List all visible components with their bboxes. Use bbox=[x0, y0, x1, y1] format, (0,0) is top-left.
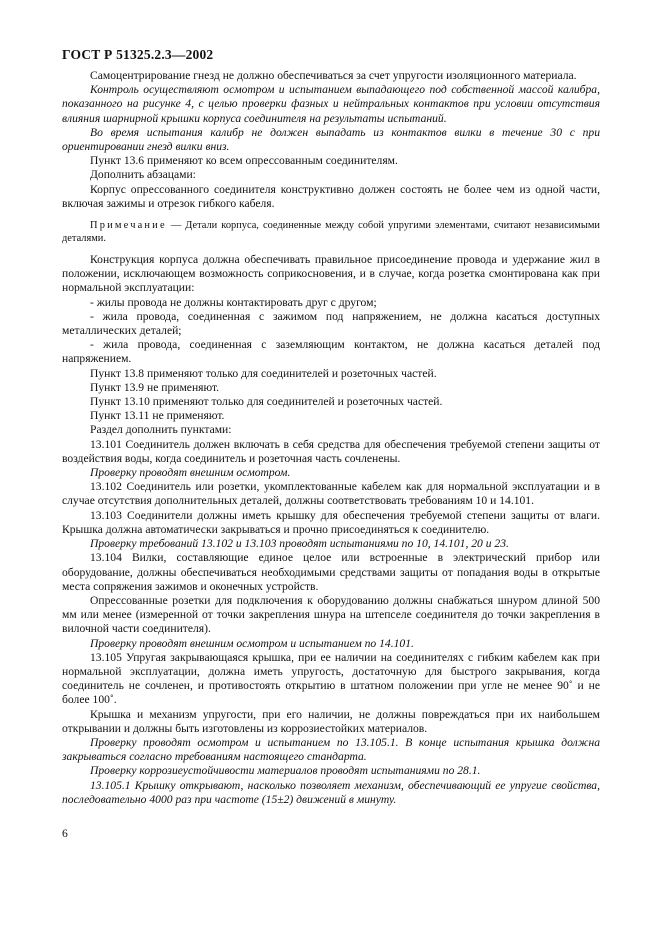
clause-13-102: 13.102 Соединитель или розетки, укомплектованные кабелем как для нормальной эксплуатации и в случае отсутствия дополнительных деталей, должны соответствовать требованиям 10 и 14.101. bbox=[62, 480, 600, 508]
paragraph-italic: Проверку проводят осмотром и испытанием по 13.105.1. В конце испытания крышка должна закрываться согласно требованиям настоящего стандарта. bbox=[62, 735, 600, 764]
paragraph: Опрессованные розетки для подключения к оборудованию должны снабжаться шнуром длиной 500 мм или менее (измеренной от точки закрепления шнура на штепселе соединителя до точки закрепления в вилочной части соединителя). bbox=[62, 593, 600, 636]
document-body bbox=[62, 69, 600, 807]
list-item: - жилы провода не должны контактировать друг с другом; bbox=[90, 295, 377, 309]
paragraph: Раздел дополнить пунктами: bbox=[90, 423, 232, 437]
paragraph-italic: Проверку требований 13.102 и 13.103 проводят испытаниями по 10, 14.101, 20 и 23. bbox=[90, 537, 509, 551]
clause-13-104: 13.104 Вилки, составляющие единое целое или встроенные в электрический прибор или оборудование, должны обеспечиваться необходимыми средствами защиты от попадания воды в открытые места сопряжения зажимов и оконечных устройств. bbox=[62, 551, 600, 593]
paragraph: Пункт 13.10 применяют только для соединителей и розеточных частей. bbox=[90, 395, 443, 409]
list-item: - жила провода, соединенная с зажимом под напряжением, не должна касаться доступных металлических деталей; bbox=[62, 309, 600, 338]
paragraph: Дополнить абзацами: bbox=[90, 168, 196, 182]
paragraph: Крышка и механизм упругости, при его наличии, не должны повреждаться при их наибольшем открывании и должны быть изготовлены из коррозиестойких материалов. bbox=[62, 707, 600, 735]
paragraph-italic: Проверку проводят внешним осмотром и испытанием по 14.101. bbox=[90, 636, 414, 650]
paragraph-italic: Во время испытания калибр не должен выпадать из контактов вилки в течение 30 с при ориентировании гнезд вилки вниз. bbox=[62, 125, 600, 154]
paragraph: Пункт 13.11 не применяют. bbox=[90, 409, 225, 423]
document-header: ГОСТ Р 51325.2.3—2002 bbox=[62, 47, 214, 62]
paragraph: Самоцентрирование гнезд не должно обеспечиваться за счет упругости изоляционного материала. bbox=[90, 69, 577, 82]
paragraph: Конструкция корпуса должна обеспечивать правильное присоединение провода и удержание жил в положении, исключающем возможность соприкосновения, и в случае, когда розетка смонтирована как при нормальной эксплуатации: bbox=[62, 253, 600, 295]
list-item: - жила провода, соединенная с заземляющим контактом, не должна касаться деталей под напряжением. bbox=[62, 338, 600, 366]
paragraph: Пункт 13.9 не применяют. bbox=[90, 380, 220, 394]
paragraph-italic: Проверку коррозиеустойчивости материалов проводят испытаниями по 28.1. bbox=[90, 764, 481, 778]
note-label: Примечание bbox=[90, 220, 167, 232]
paragraph-italic: Проверку проводят внешним осмотром. bbox=[90, 466, 291, 480]
clause-13-101: 13.101 Соединитель должен включать в себя средства для обеспечения требуемой степени защиты от воздействия воды, когда соединитель и розеточная часть сочленены. bbox=[62, 437, 600, 465]
note-text: — Детали корпуса, соединенные между собой упругими элементами, считают независимыми деталями. bbox=[62, 220, 600, 245]
paragraph: Пункт 13.8 применяют только для соединителей и розеточных частей. bbox=[90, 366, 437, 380]
note bbox=[62, 219, 600, 245]
paragraph: Корпус опрессованного соединителя конструктивно должен состоять не более чем из одной части, включая зажимы и отрезок гибкого кабеля. bbox=[62, 182, 600, 210]
clause-13-105-1: 13.105.1 Крышку открывают, насколько позволяет механизм, обеспечивающий ее упругие свойства, последовательно 4000 раз при частоте (15±2) движений в минуту. bbox=[62, 778, 600, 806]
paragraph-italic: Контроль осуществляют осмотром и испытанием выпадающего под собственной массой калибра, показанного на рисунке 4, с целью проверки фазных и нейтральных контактов при условии отсутствия влияния шарнирной крышки корпуса соединителя на результаты испытаний. bbox=[62, 83, 600, 125]
clause-13-105: 13.105 Упругая закрывающаяся крышка, при ее наличии на соединителях с гибким кабелем как при нормальной эксплуатации, должна иметь упругость, достаточную для быстрого закрывания, когда соединитель не сочленен, и противостоять открытию в штатном положении при угле не менее 90˚ и не более 100˚. bbox=[62, 650, 600, 707]
page-number: 6 bbox=[62, 827, 68, 840]
clause-13-103: 13.103 Соединители должны иметь крышку для обеспечения требуемой степени защиты от влаги. Крышка должна автоматически закрываться и прочно присоединяться к соединителю. bbox=[62, 508, 600, 536]
paragraph: Пункт 13.6 применяют ко всем опрессованным соединителям. bbox=[90, 154, 398, 168]
